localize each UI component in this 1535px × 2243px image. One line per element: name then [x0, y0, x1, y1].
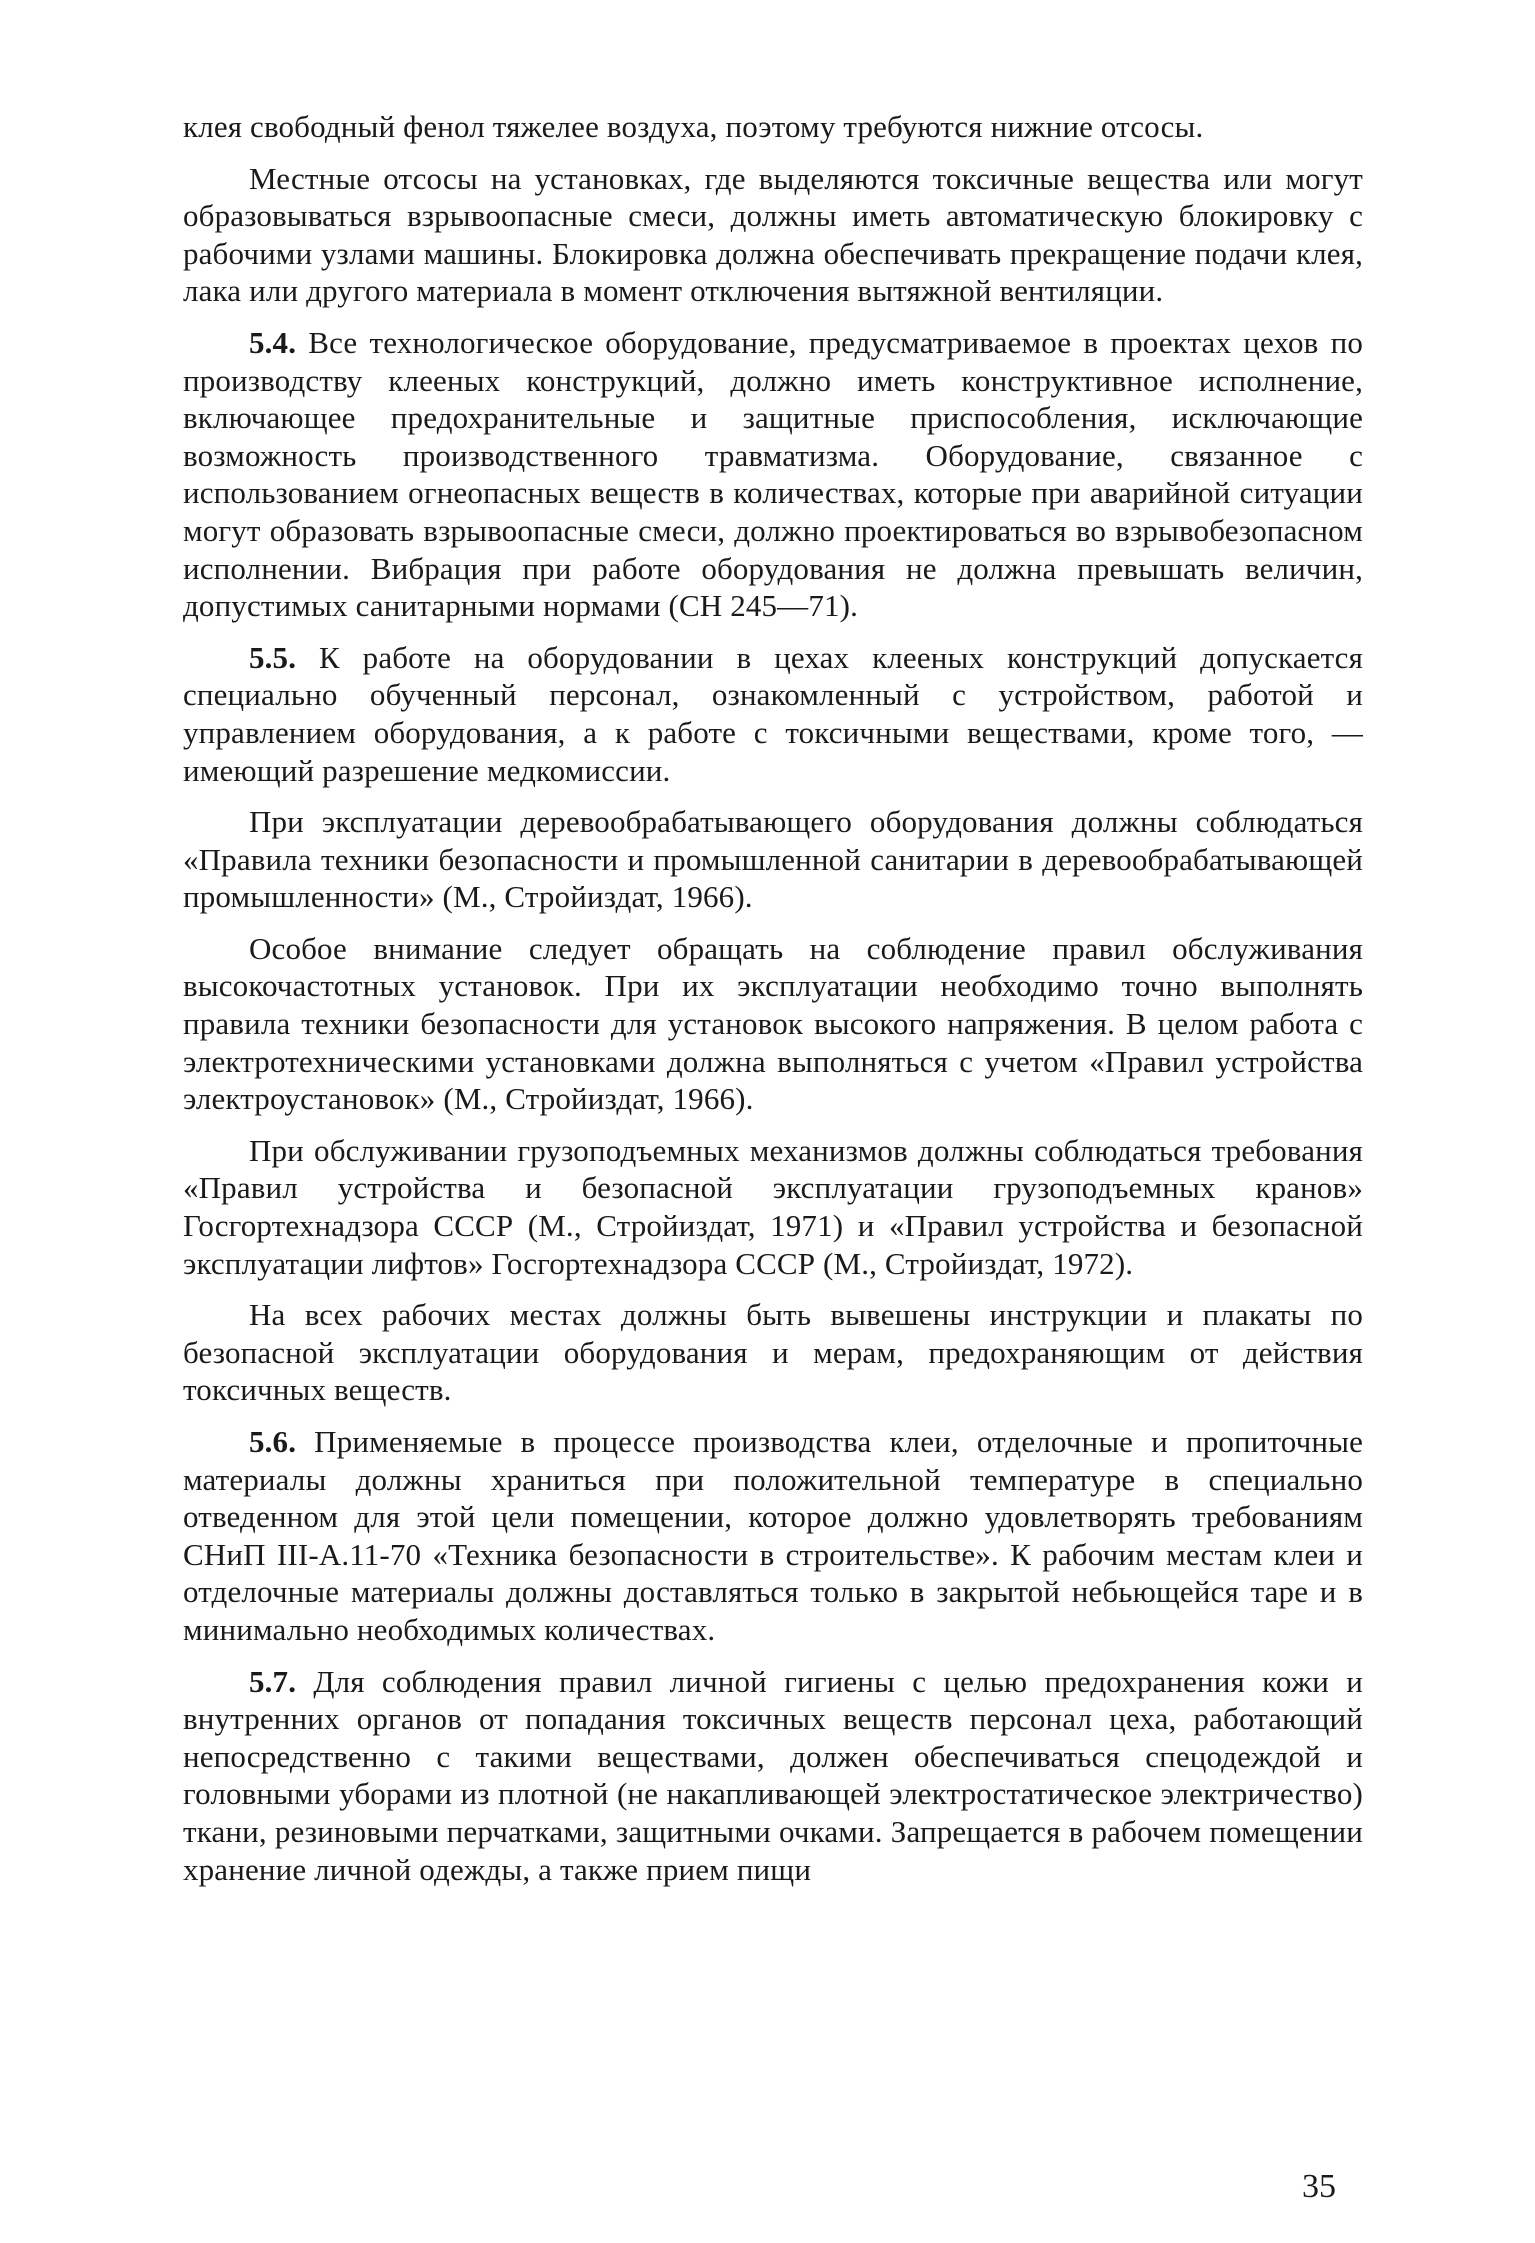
paragraph-5-5 — [183, 639, 1363, 789]
paragraph-text: На всех рабочих местах должны быть вывешены инструкции и плакаты по безопасной эксплуатации оборудования и мерам, предохраняющим от действия токсичных веществ. — [183, 1297, 1363, 1408]
page-number: 35 — [1302, 2168, 1336, 2205]
paragraph-text: При обслуживании грузоподъемных механизмов должны соблюдаться требования «Правил устройства и безопасной эксплуатации грузоподъемных кранов» Госгортехнадзора СССР (М., Стройиздат, 1971) и «Правил устройства и безопасной эксплуатации лифтов» Госгортехнадзора СССР (М., Стройиздат, 1972). — [183, 1132, 1363, 1281]
paragraph-text: клея свободный фенол тяжелее воздуха, поэтому требуются нижние отсосы. — [183, 109, 1204, 144]
paragraph-local-exhaust — [183, 160, 1363, 310]
paragraph-text: Местные отсосы на установках, где выделяются токсичные вещества или могут образовываться взрывоопасные смеси, должны иметь автоматическую блокировку с рабочими узлами машины. Блокировка должна обеспечивать прекращение подачи клея, лака или другого материала в момент отключения вытяжной вентиляции. — [183, 160, 1363, 309]
paragraph-5-7 — [183, 1663, 1363, 1889]
paragraph-text: При эксплуатации деревообрабатывающего оборудования должны соблюдаться «Правила техники безопасности и промышленной санитарии в деревообрабатывающей промышленности» (М., Стройиздат, 1966). — [183, 804, 1363, 915]
section-number: 5.6. — [249, 1424, 297, 1459]
section-number: 5.4. — [249, 324, 297, 360]
paragraph-continuation — [183, 108, 1363, 146]
paragraph-text: К работе на оборудовании в цехах клееных конструкций допускается специально обученный персонал, ознакомленный с устройством, работой и управлением оборудования, а к работе с токсичными веществами, кроме того, — имеющий разрешение медкомиссии. — [183, 639, 1363, 788]
paragraph-text: Применяемые в процессе производства клеи, отделочные и пропиточные материалы должны храниться при положительной температуре в специально отведенном для этой цели помещении, которое должно удовлетворять требованиям СНиП III-А.11-70 «Техника безопасности в строительстве». К рабочим местам клеи и отделочные материалы должны доставляться только в закрытой небьющейся таре и в минимально необходимых количествах. — [183, 1424, 1363, 1647]
paragraph-text: Особое внимание следует обращать на соблюдение правил обслуживания высокочастотных установок. При их эксплуатации необходимо точно выполнять правила техники безопасности для установок высокого напряжения. В целом работа с электротехническими установками должна выполняться с учетом «Правил устройства электроустановок» (М., Стройиздат, 1966). — [183, 930, 1363, 1117]
section-number: 5.7. — [249, 1663, 297, 1699]
paragraph-instructions — [183, 1296, 1363, 1409]
paragraph-5-6 — [183, 1423, 1363, 1649]
paragraph-high-frequency — [183, 930, 1363, 1118]
paragraph-5-4 — [183, 324, 1363, 625]
paragraph-lifting — [183, 1132, 1363, 1282]
document-page — [183, 108, 1363, 1902]
paragraph-text: Все технологическое оборудование, предусматриваемое в проектах цехов по производству клееных конструкций, должно иметь конструктивное исполнение, включающее предохранительные и защитные приспособления, исключающие возможность производственного травматизма. Оборудование, связанное с использованием огнеопасных веществ в количествах, которые при аварийной ситуации могут образовать взрывоопасные смеси, должно проектироваться во взрывобезопасном исполнении. Вибрация при работе оборудования не должна превышать величин, допустимых санитарными нормами (СН 245—71). — [183, 324, 1363, 624]
paragraph-text: Для соблюдения правил личной гигиены с целью предохранения кожи и внутренних органов от попадания токсичных веществ персонал цеха, работающий непосредственно с такими веществами, должен обеспечиваться спецодеждой и головными уборами из плотной (не накапливающей электростатическое электричество) ткани, резиновыми перчатками, защитными очками. Запрещается в рабочем помещении хранение личной одежды, а также прием пищи — [183, 1663, 1363, 1887]
paragraph-woodworking — [183, 803, 1363, 916]
section-number: 5.5. — [249, 639, 297, 675]
